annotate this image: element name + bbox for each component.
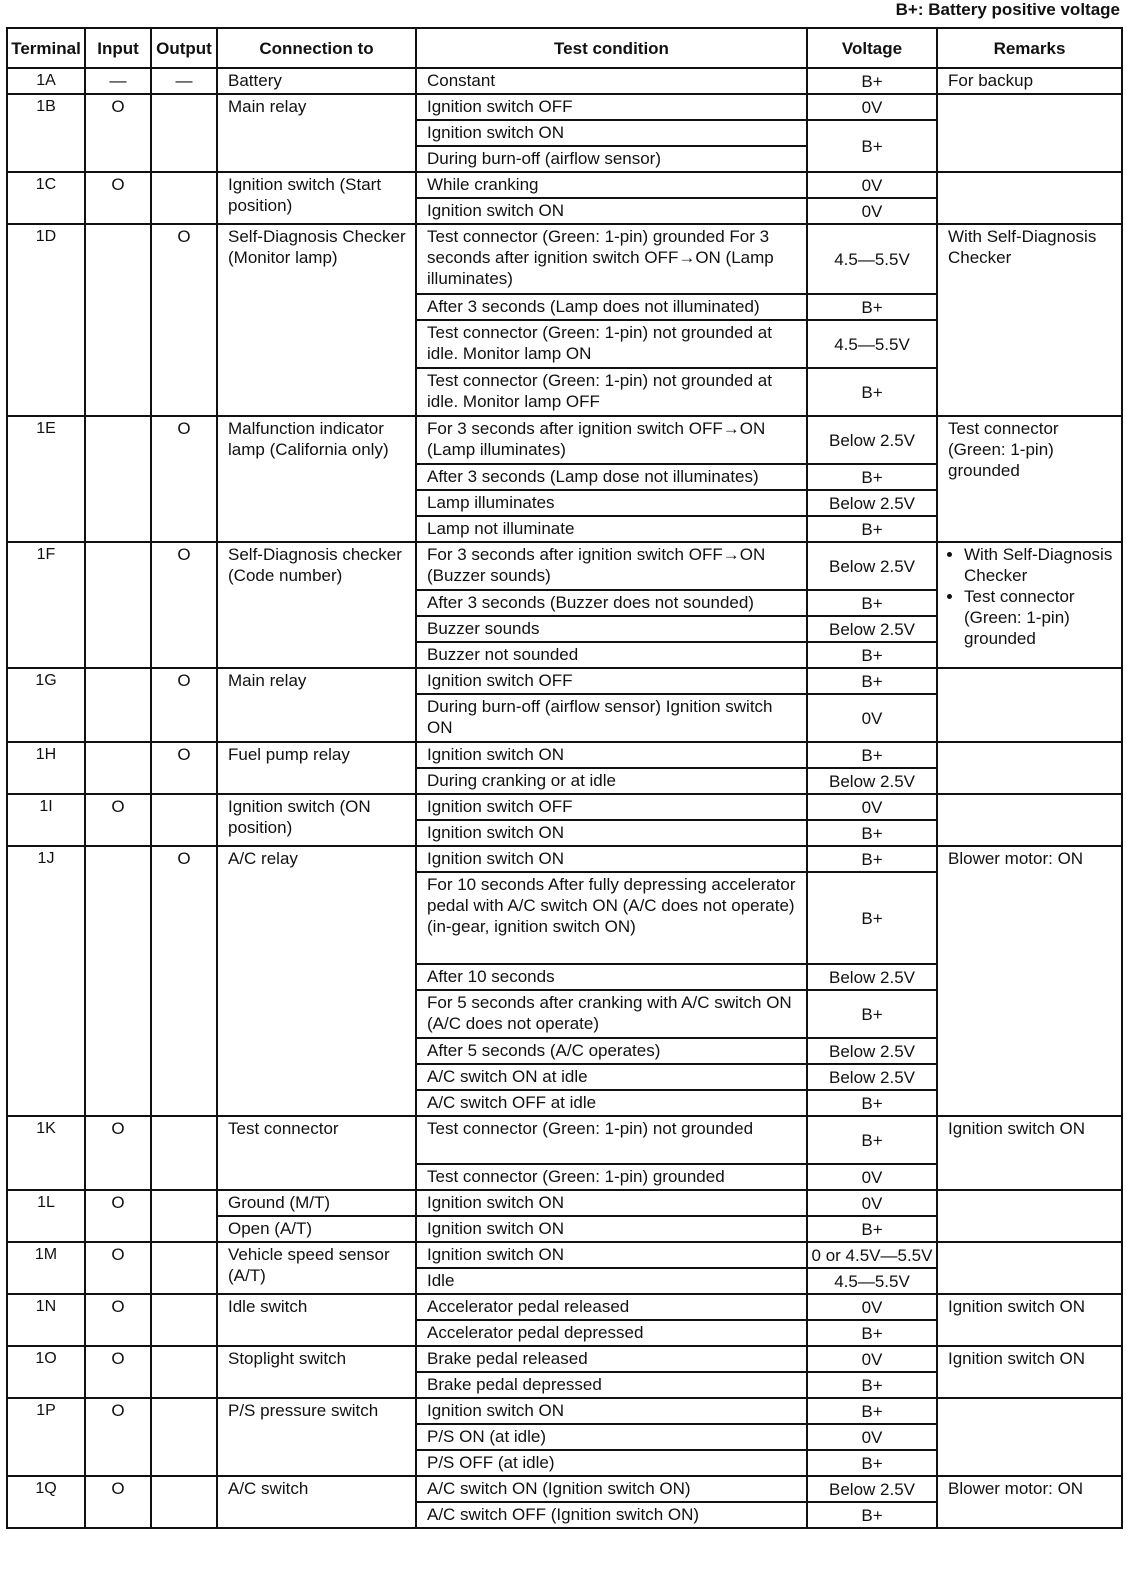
remarks-cell — [937, 1398, 1122, 1476]
table-row — [7, 542, 1122, 590]
voltage-cell: B+ — [807, 1372, 937, 1398]
output-cell — [151, 1346, 217, 1398]
voltage-cell: B+ — [807, 1320, 937, 1346]
output-cell — [151, 94, 217, 172]
voltage-cell: Below 2.5V — [807, 768, 937, 794]
test-condition-cell: During burn-off (airflow sensor) — [416, 146, 807, 172]
test-condition-cell: Ignition switch OFF — [416, 794, 807, 820]
terminal-cell: 1C — [7, 172, 85, 224]
test-condition-cell: A/C switch ON (Ignition switch ON) — [416, 1476, 807, 1502]
test-condition-cell: Buzzer not sounded — [416, 642, 807, 668]
test-condition-cell: A/C switch ON at idle — [416, 1064, 807, 1090]
table-body — [7, 68, 1122, 1528]
terminal-cell: 1E — [7, 416, 85, 542]
test-condition-cell: Ignition switch ON — [416, 1398, 807, 1424]
terminal-cell: 1H — [7, 742, 85, 794]
table-row — [7, 1190, 1122, 1216]
table-row — [7, 1116, 1122, 1164]
voltage-cell: B+ — [807, 668, 937, 694]
test-condition-cell: After 3 seconds (Lamp does not illuminated) — [416, 294, 807, 320]
output-cell: — — [151, 68, 217, 94]
voltage-cell: 0V — [807, 794, 937, 820]
connection-cell: Ignition switch (ON position) — [217, 794, 416, 846]
test-condition-cell: Idle — [416, 1268, 807, 1294]
input-cell: O — [85, 1242, 151, 1294]
voltage-cell: 0V — [807, 1424, 937, 1450]
test-condition-cell: After 5 seconds (A/C operates) — [416, 1038, 807, 1064]
test-condition-cell: After 3 seconds (Buzzer does not sounded) — [416, 590, 807, 616]
remarks-cell: For backup — [937, 68, 1122, 94]
test-condition-cell: Ignition switch ON — [416, 1190, 807, 1216]
voltage-cell: Below 2.5V — [807, 1476, 937, 1502]
test-condition-cell: Test connector (Green: 1-pin) not grounded at idle. Monitor lamp OFF — [416, 368, 807, 416]
test-condition-cell: During burn-off (airflow sensor) Ignition switch ON — [416, 694, 807, 742]
remarks-item: • With Self-Diagnosis Checker — [964, 544, 1115, 586]
voltage-cell: B+ — [807, 1450, 937, 1476]
remarks-cell — [937, 172, 1122, 224]
connection-cell: Idle switch — [217, 1294, 416, 1346]
test-condition-cell: After 3 seconds (Lamp dose not illuminates) — [416, 464, 807, 490]
terminal-cell: 1A — [7, 68, 85, 94]
voltage-cell: B+ — [807, 368, 937, 416]
output-cell — [151, 794, 217, 846]
voltage-cell: Below 2.5V — [807, 1038, 937, 1064]
voltage-cell: Below 2.5V — [807, 490, 937, 516]
test-condition-cell: While cranking — [416, 172, 807, 198]
test-condition-cell: Ignition switch ON — [416, 198, 807, 224]
remarks-cell — [937, 1190, 1122, 1242]
output-cell — [151, 1242, 217, 1294]
terminal-cell: 1D — [7, 224, 85, 416]
voltage-cell: B+ — [807, 1502, 937, 1528]
header-remarks: Remarks — [937, 28, 1122, 68]
test-condition-cell: Ignition switch ON — [416, 742, 807, 768]
output-cell — [151, 1294, 217, 1346]
input-cell: O — [85, 1294, 151, 1346]
voltage-cell: 4.5—5.5V — [807, 1268, 937, 1294]
output-cell: O — [151, 416, 217, 542]
test-condition-cell: Buzzer sounds — [416, 616, 807, 642]
table-row — [7, 742, 1122, 768]
test-condition-cell: Brake pedal depressed — [416, 1372, 807, 1398]
output-cell — [151, 1476, 217, 1528]
test-condition-cell: Ignition switch ON — [416, 846, 807, 872]
test-condition-cell: Accelerator pedal released — [416, 1294, 807, 1320]
output-cell: O — [151, 542, 217, 668]
remarks-cell: Ignition switch ON — [937, 1346, 1122, 1398]
remarks-cell: Blower motor: ON — [937, 846, 1122, 1116]
test-condition-cell: Ignition switch ON — [416, 820, 807, 846]
voltage-cell: B+ — [807, 516, 937, 542]
voltage-cell: B+ — [807, 1090, 937, 1116]
connection-cell: Battery — [217, 68, 416, 94]
connection-cell: Ignition switch (Start position) — [217, 172, 416, 224]
table-row — [7, 1346, 1122, 1372]
test-condition-cell: Ignition switch ON — [416, 1242, 807, 1268]
table-row — [7, 1476, 1122, 1502]
input-cell — [85, 742, 151, 794]
connection-cell: Vehicle speed sensor (A/T) — [217, 1242, 416, 1294]
output-cell — [151, 1190, 217, 1242]
connection-cell: Open (A/T) — [217, 1216, 416, 1242]
voltage-cell: 0V — [807, 1346, 937, 1372]
voltage-cell: 4.5—5.5V — [807, 224, 937, 294]
input-cell: O — [85, 1346, 151, 1398]
test-condition-cell: Test connector (Green: 1-pin) grounded For 3 seconds after ignition switch OFF→ON (Lamp illuminates) — [416, 224, 807, 294]
table-row — [7, 416, 1122, 464]
connection-cell: Ground (M/T) — [217, 1190, 416, 1216]
voltage-cell: 0V — [807, 198, 937, 224]
remarks-cell — [937, 742, 1122, 794]
input-cell: O — [85, 1190, 151, 1242]
voltage-cell: B+ — [807, 464, 937, 490]
remarks-cell — [937, 542, 1122, 668]
input-cell: O — [85, 172, 151, 224]
table-row — [7, 668, 1122, 694]
voltage-cell: 0V — [807, 1164, 937, 1190]
terminal-cell: 1G — [7, 668, 85, 742]
remarks-item: • Test connector (Green: 1-pin) grounded — [964, 586, 1115, 649]
header-input: Input — [85, 28, 151, 68]
table-row — [7, 224, 1122, 294]
terminal-cell: 1J — [7, 846, 85, 1116]
remarks-cell: With Self-Diagnosis Checker — [937, 224, 1122, 416]
terminal-cell: 1M — [7, 1242, 85, 1294]
output-cell — [151, 1116, 217, 1190]
input-cell — [85, 416, 151, 542]
voltage-cell: B+ — [807, 294, 937, 320]
terminal-cell: 1P — [7, 1398, 85, 1476]
terminal-cell: 1N — [7, 1294, 85, 1346]
test-condition-cell: Ignition switch OFF — [416, 94, 807, 120]
connection-cell: A/C switch — [217, 1476, 416, 1528]
header-output: Output — [151, 28, 217, 68]
voltage-cell: 4.5—5.5V — [807, 320, 937, 368]
terminal-cell: 1Q — [7, 1476, 85, 1528]
terminal-cell: 1I — [7, 794, 85, 846]
test-condition-cell: Test connector (Green: 1-pin) not grounded at idle. Monitor lamp ON — [416, 320, 807, 368]
test-condition-cell: A/C switch OFF (Ignition switch ON) — [416, 1502, 807, 1528]
input-cell: O — [85, 1116, 151, 1190]
test-condition-cell: P/S ON (at idle) — [416, 1424, 807, 1450]
test-condition-cell: After 10 seconds — [416, 964, 807, 990]
test-condition-cell: Constant — [416, 68, 807, 94]
terminal-cell: 1B — [7, 94, 85, 172]
test-condition-cell: A/C switch OFF at idle — [416, 1090, 807, 1116]
connection-cell: Test connector — [217, 1116, 416, 1190]
input-cell — [85, 542, 151, 668]
test-condition-cell: During cranking or at idle — [416, 768, 807, 794]
test-condition-cell: Lamp illuminates — [416, 490, 807, 516]
header-terminal: Terminal — [7, 28, 85, 68]
input-cell: O — [85, 1476, 151, 1528]
remarks-cell: Test connector (Green: 1-pin) grounded — [937, 416, 1122, 542]
output-cell — [151, 172, 217, 224]
remarks-cell — [937, 668, 1122, 742]
voltage-cell: Below 2.5V — [807, 1064, 937, 1090]
voltage-cell: B+ — [807, 68, 937, 94]
terminal-cell: 1L — [7, 1190, 85, 1242]
table-row — [7, 846, 1122, 872]
voltage-cell: 0V — [807, 1190, 937, 1216]
remarks-cell — [937, 94, 1122, 172]
voltage-cell: Below 2.5V — [807, 542, 937, 590]
input-cell: — — [85, 68, 151, 94]
voltage-cell: Below 2.5V — [807, 416, 937, 464]
table-row — [7, 94, 1122, 120]
test-condition-cell: For 10 seconds After fully depressing accelerator pedal with A/C switch ON (A/C does not operate) (in-gear, ignition switch ON) — [416, 872, 807, 964]
header-voltage: Voltage — [807, 28, 937, 68]
header-connection: Connection to — [217, 28, 416, 68]
legend: B+: Battery positive voltage — [895, 0, 1120, 19]
connection-cell: Fuel pump relay — [217, 742, 416, 794]
table-row — [7, 172, 1122, 198]
output-cell: O — [151, 742, 217, 794]
voltage-cell: B+ — [807, 872, 937, 964]
terminal-cell: 1K — [7, 1116, 85, 1190]
test-condition-cell: Test connector (Green: 1-pin) not grounded — [416, 1116, 807, 1164]
connection-cell: Self-Diagnosis checker (Code number) — [217, 542, 416, 668]
test-condition-cell: Ignition switch OFF — [416, 668, 807, 694]
voltage-cell: 0 or 4.5V—5.5V — [807, 1242, 937, 1268]
test-condition-cell: Lamp not illuminate — [416, 516, 807, 542]
voltage-cell: B+ — [807, 990, 937, 1038]
remarks-cell: Ignition switch ON — [937, 1294, 1122, 1346]
test-condition-cell: Ignition switch ON — [416, 1216, 807, 1242]
table-row — [7, 794, 1122, 820]
connection-cell: Self-Diagnosis Checker (Monitor lamp) — [217, 224, 416, 416]
voltage-cell: B+ — [807, 1116, 937, 1164]
terminal-cell: 1O — [7, 1346, 85, 1398]
test-condition-cell: For 3 seconds after ignition switch OFF→ON (Lamp illuminates) — [416, 416, 807, 464]
remarks-cell: Blower motor: ON — [937, 1476, 1122, 1528]
terminal-cell: 1F — [7, 542, 85, 668]
test-condition-cell: Test connector (Green: 1-pin) grounded — [416, 1164, 807, 1190]
voltage-cell: Below 2.5V — [807, 616, 937, 642]
voltage-cell: 0V — [807, 1294, 937, 1320]
connection-cell: A/C relay — [217, 846, 416, 1116]
voltage-cell: B+ — [807, 120, 937, 172]
table-row — [7, 68, 1122, 94]
voltage-cell: Below 2.5V — [807, 964, 937, 990]
test-condition-cell: Brake pedal released — [416, 1346, 807, 1372]
test-condition-cell: Ignition switch ON — [416, 120, 807, 146]
remarks-list — [948, 544, 1115, 649]
voltage-cell: B+ — [807, 742, 937, 768]
voltage-cell: 0V — [807, 172, 937, 198]
header-test-condition: Test condition — [416, 28, 807, 68]
voltage-cell: B+ — [807, 642, 937, 668]
connection-cell: Main relay — [217, 94, 416, 172]
connection-cell: Main relay — [217, 668, 416, 742]
voltage-cell: B+ — [807, 820, 937, 846]
test-condition-cell: Accelerator pedal depressed — [416, 1320, 807, 1346]
test-condition-cell: For 3 seconds after ignition switch OFF→ON (Buzzer sounds) — [416, 542, 807, 590]
connection-cell: Stoplight switch — [217, 1346, 416, 1398]
connection-cell: Malfunction indicator lamp (California only) — [217, 416, 416, 542]
output-cell: O — [151, 668, 217, 742]
test-condition-cell: P/S OFF (at idle) — [416, 1450, 807, 1476]
input-cell: O — [85, 1398, 151, 1476]
table-row — [7, 1242, 1122, 1268]
input-cell — [85, 846, 151, 1116]
table-row — [7, 1294, 1122, 1320]
input-cell: O — [85, 94, 151, 172]
voltage-cell: 0V — [807, 694, 937, 742]
connection-cell: P/S pressure switch — [217, 1398, 416, 1476]
input-cell: O — [85, 794, 151, 846]
header-row — [7, 28, 1122, 68]
voltage-cell: B+ — [807, 846, 937, 872]
input-cell — [85, 668, 151, 742]
voltage-cell: 0V — [807, 94, 937, 120]
table-row — [7, 1398, 1122, 1424]
voltage-cell: B+ — [807, 1216, 937, 1242]
output-cell — [151, 1398, 217, 1476]
terminal-table — [6, 27, 1123, 1529]
voltage-cell: B+ — [807, 590, 937, 616]
remarks-cell — [937, 794, 1122, 846]
remarks-cell — [937, 1242, 1122, 1294]
remarks-cell: Ignition switch ON — [937, 1116, 1122, 1190]
input-cell — [85, 224, 151, 416]
output-cell: O — [151, 224, 217, 416]
voltage-cell: B+ — [807, 1398, 937, 1424]
output-cell: O — [151, 846, 217, 1116]
test-condition-cell: For 5 seconds after cranking with A/C switch ON (A/C does not operate) — [416, 990, 807, 1038]
